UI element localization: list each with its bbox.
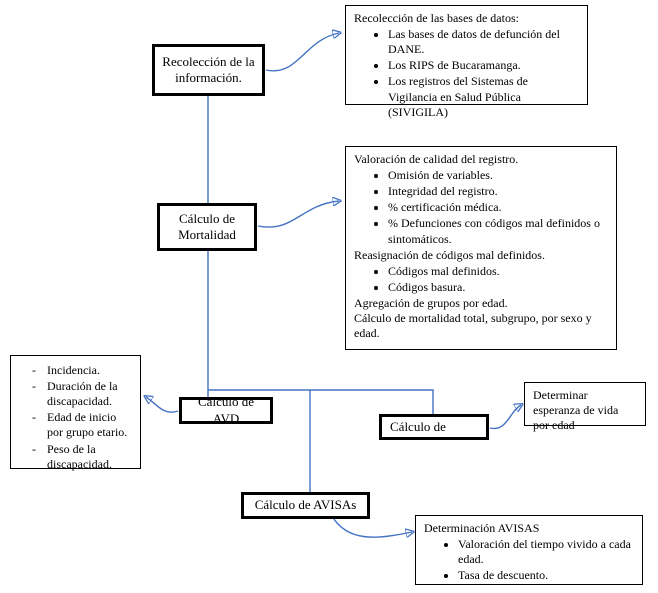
arrow-calculo-de-to-esperanza	[490, 405, 521, 429]
node-label: Cálculo de AVISAs	[254, 497, 357, 513]
dash-item: - Incidencia.	[47, 363, 132, 378]
node-calculo-de	[379, 414, 489, 440]
bullet-item: • Tasa de descuento.	[458, 568, 634, 583]
dash-item: - Duración de la discapacidad.	[47, 379, 132, 409]
node-label: Cálculo de	[390, 418, 446, 434]
detail-box-esperanza-vida	[524, 382, 646, 433]
detail-title: Recolección de las bases de datos:	[354, 11, 519, 25]
detail-title: Valoración de calidad del registro.	[354, 152, 519, 166]
node-recoleccion-informacion	[152, 44, 265, 96]
bullet-item: • Los registros del Sistemas de Vigilancia en Salud Pública (SIVIGILA)	[388, 74, 579, 119]
detail-title: Determinación AVISAS	[424, 521, 540, 535]
detail-line: Determinar esperanza de vida por edad	[533, 388, 619, 433]
bullet-item: • % certificación médica.	[388, 200, 608, 215]
dash-item: - Peso de la discapacidad.	[47, 442, 132, 472]
bullet-list	[354, 264, 608, 295]
detail-line: Agregación de grupos por edad.	[354, 295, 508, 310]
bullet-list	[354, 168, 608, 247]
bullet-item: • Los RIPS de Bucaramanga.	[388, 58, 579, 73]
bullet-item: • % Defunciones con códigos mal definidos o sintomáticos.	[388, 216, 608, 246]
bullet-list	[424, 537, 634, 583]
node-label: Cálculo de Mortalidad	[178, 210, 236, 242]
bullet-item: • Valoración del tiempo vivido a cada edad.	[458, 537, 634, 567]
dash-item: - Edad de inicio por grupo etario.	[47, 410, 132, 440]
detail-line: Reasignación de códigos mal definidos.	[354, 247, 545, 262]
detail-box-factores-avd	[10, 355, 141, 469]
arrow-avisas-to-determinacion	[332, 516, 412, 537]
bullet-list	[354, 27, 579, 120]
bullet-item: • Códigos basura.	[388, 280, 608, 295]
arrow-recoleccion-to-bases	[266, 33, 339, 71]
dash-list	[19, 363, 132, 472]
bullet-item: • Las bases de datos de defunción del DANE.	[388, 27, 579, 57]
bullet-item: • Códigos mal definidos.	[388, 264, 608, 279]
node-calculo-avd	[179, 394, 273, 426]
bullet-item: • Omisión de variables.	[388, 168, 608, 183]
detail-line: Cálculo de mortalidad total, subgrupo, por sexo y edad.	[354, 311, 592, 341]
arrow-avd-to-factores	[146, 397, 178, 412]
node-label: Recolección de la información.	[162, 53, 255, 85]
node-label: Cálculo de AVD	[198, 394, 254, 426]
detail-box-determinacion-avisas	[415, 515, 643, 585]
node-calculo-mortalidad	[157, 203, 257, 251]
arrow-mortalidad-to-valoracion	[258, 201, 339, 227]
node-calculo-avisas	[241, 492, 370, 519]
bullet-item: • Integridad del registro.	[388, 184, 608, 199]
detail-box-valoracion-calidad	[345, 146, 617, 350]
detail-box-bases-datos	[345, 5, 588, 119]
